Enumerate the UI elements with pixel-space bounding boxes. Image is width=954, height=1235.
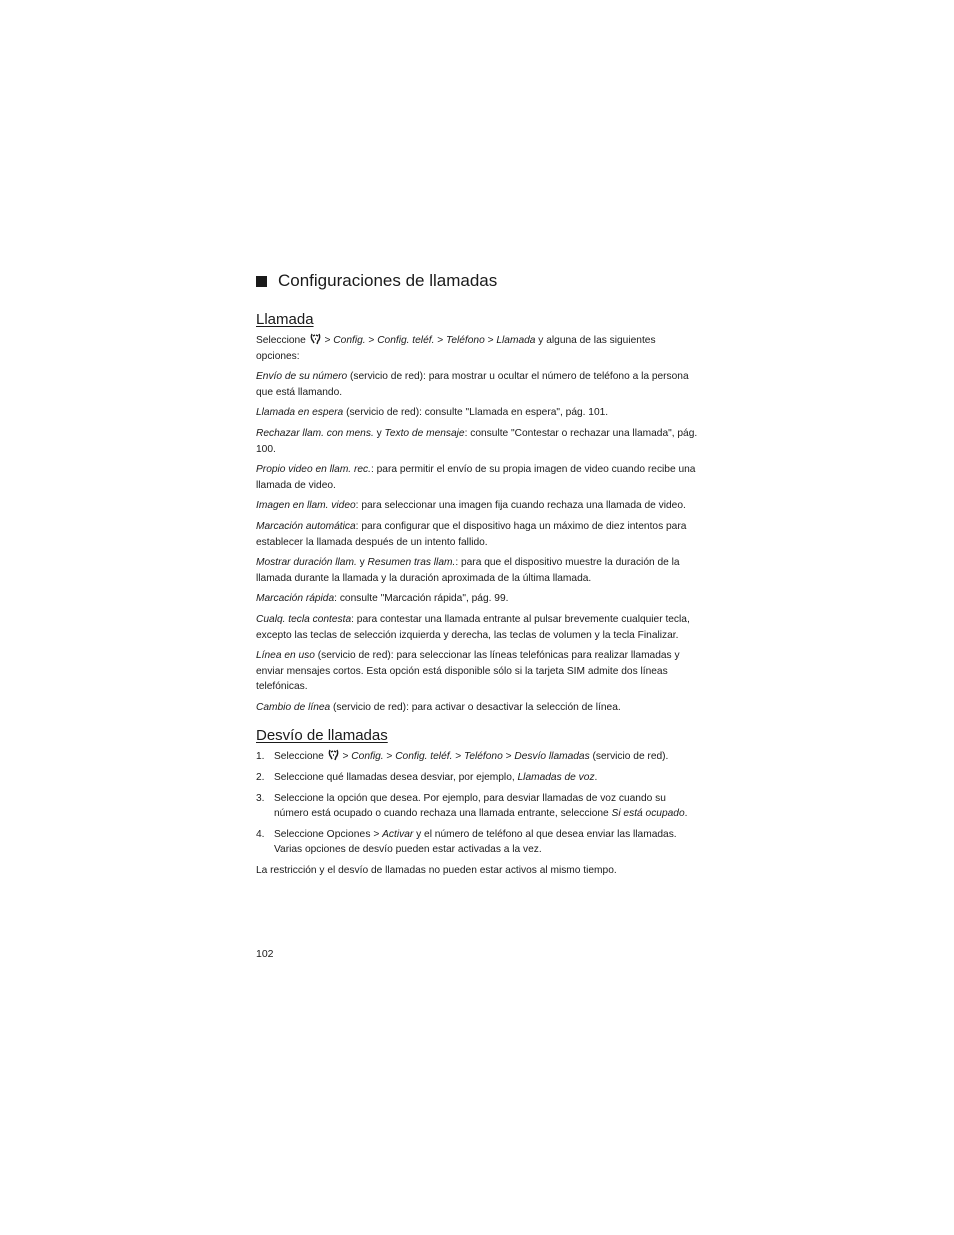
list-item: 4. Seleccione Opciones > Activar y el número de teléfono al que desea enviar las llamadas. Varias opciones de desvío pueden estar activadas a la vez.: [256, 828, 677, 856]
note-paragraph: La restricción y el desvío de llamadas no pueden estar activos al mismo tiempo.: [256, 865, 617, 877]
page-number: 102: [256, 948, 274, 960]
option-item: Llamada en espera (servicio de red): consulte "Llamada en espera", pág. 101.: [256, 407, 609, 419]
option-item: Línea en uso (servicio de red): para seleccionar las líneas telefónicas para realizar llamadas y enviar mensajes cortos. Esta opción está disponible sólo si la tarjeta SIM admite dos líneas telefónicas.: [256, 650, 680, 693]
option-item: Imagen en llam. video: para seleccionar una imagen fija cuando rechaza una llamada de video.: [256, 500, 686, 512]
subsection-title-llamada: Llamada: [256, 311, 314, 328]
option-item: Cambio de línea (servicio de red): para activar o desactivar la selección de línea.: [256, 701, 621, 713]
option-item: Mostrar duración llam. y Resumen tras llam.: para que el dispositivo muestre la duración de la llamada durante la llamada y la duración aproximada de la última llamada.: [256, 557, 680, 584]
list-item: 2. Seleccione qué llamadas desea desviar, por ejemplo, Llamadas de voz.: [256, 772, 598, 784]
list-item: 1. Seleccione > Config. > Config. teléf. > Teléfono > Desvío llamadas (servicio de red).: [256, 751, 669, 763]
section-heading: [256, 271, 701, 291]
heading-text: Configuraciones de llamadas: [278, 271, 498, 290]
option-item: Rechazar llam. con mens. y Texto de mensaje: consulte "Contestar o rechazar una llamada", pág. 100.: [256, 427, 698, 455]
page-content: [256, 271, 701, 884]
option-item: Cualq. tecla contesta: para contestar una llamada entrante al pulsar brevemente cualquier tecla, excepto las teclas de selección izquierda y derecha, las teclas de volumen y la tecla Finalizar.: [256, 613, 690, 641]
subsection-title-desvio: Desvío de llamadas: [256, 727, 388, 745]
option-item: Propio video en llam. rec.: para permitir el envío de su propia imagen de video cuando recibe una llamada de video.: [256, 464, 696, 491]
menu-key-icon: [328, 749, 339, 762]
bullet-square-icon: [256, 276, 267, 287]
intro-paragraph: Seleccione > Config. > Config. teléf. > Teléfono > Llamada y alguna de las siguientes opciones:: [256, 335, 656, 362]
list-item: 3. Seleccione la opción que desea. Por ejemplo, para desviar llamadas de voz cuando su número está ocupado o cuando rechaza una llamada entrante, seleccione Si está ocupado.: [256, 792, 688, 820]
option-item: Envío de su número (servicio de red): para mostrar u ocultar el número de teléfono a la persona que está llamando.: [256, 371, 689, 398]
option-item: Marcación rápida: consulte "Marcación rápida", pág. 99.: [256, 593, 509, 605]
menu-key-icon: [310, 333, 321, 346]
option-item: Marcación automática: para configurar que el dispositivo haga un máximo de diez intentos para establecer la llamada después de un intento fallido.: [256, 520, 687, 548]
steps-list: [256, 749, 701, 858]
